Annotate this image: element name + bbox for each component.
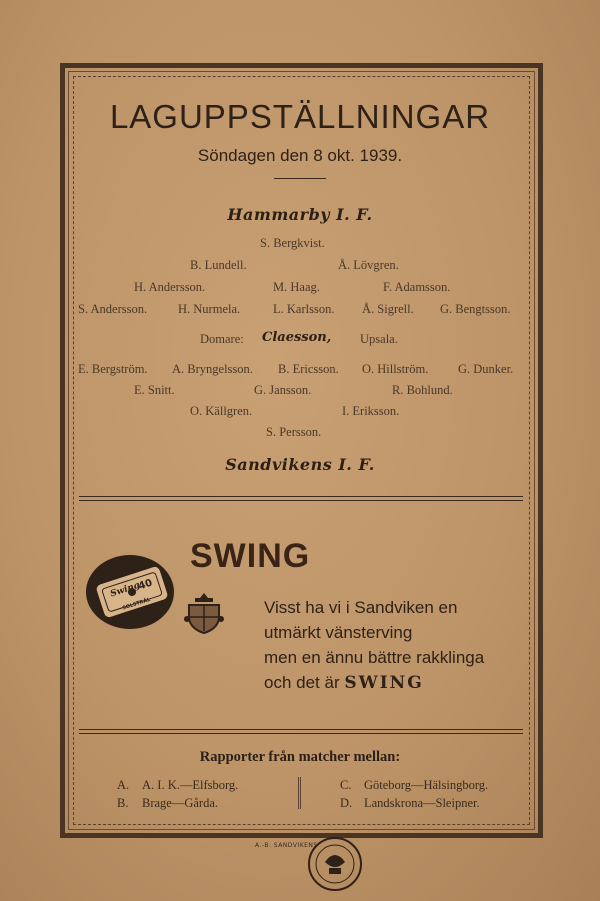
ad-line: men en ännu bättre rakklinga	[264, 648, 485, 667]
away-team-name: Sandvikens I. F.	[225, 455, 375, 474]
printer-stamp-icon	[305, 836, 365, 892]
match-date: Söndagen den 8 okt. 1939.	[197, 146, 403, 165]
home-forward: L. Karlsson.	[273, 302, 335, 316]
away-forward: B. Ericsson.	[278, 362, 339, 376]
section-divider	[79, 729, 523, 734]
home-back: B. Lundell.	[190, 258, 247, 272]
home-goalkeeper: S. Bergkvist.	[260, 236, 325, 250]
home-half: M. Haag.	[273, 280, 320, 294]
reports-divider	[298, 777, 301, 809]
home-half: H. Andersson.	[134, 280, 206, 294]
title-divider	[274, 178, 326, 179]
away-forward: G. Dunker.	[458, 362, 514, 376]
home-forward: G. Bengtsson.	[440, 302, 511, 316]
ad-highlight: SWING	[344, 673, 424, 693]
page-title: LAGUPPSTÄLLNINGAR	[109, 98, 491, 135]
report-match: A. I. K.—Elfsborg.	[142, 778, 239, 792]
section-divider	[79, 496, 523, 501]
away-forward: E. Bergström.	[78, 362, 148, 376]
away-forward: A. Bryngelsson.	[172, 362, 253, 376]
away-half: G. Jansson.	[254, 383, 312, 397]
home-half: F. Adamsson.	[383, 280, 451, 294]
razor-blade-icon	[84, 552, 180, 632]
royal-crest-icon	[183, 591, 225, 635]
ad-line: utmärkt vänsterving	[264, 623, 413, 642]
printer-text: A.-B. SANDVIKENS	[255, 842, 318, 849]
ad-line: Visst ha vi i Sandviken en	[264, 598, 458, 617]
report-match: Göteborg—Hälsingborg.	[364, 778, 489, 792]
logo-sub: SOLSTRÅL	[121, 596, 152, 612]
report-letter: D.	[340, 796, 353, 810]
home-forward: H. Nurmela.	[178, 302, 241, 316]
report-letter: B.	[117, 796, 129, 810]
report-letter: C.	[340, 778, 352, 792]
referee-name: Claesson,	[262, 330, 332, 345]
away-back: O. Källgren.	[190, 404, 253, 418]
away-half: E. Snitt.	[134, 383, 175, 397]
logo-text: Swing	[109, 580, 142, 600]
report-letter: A.	[117, 778, 130, 792]
referee-label: Domare:	[200, 332, 244, 346]
report-match: Landskrona—Sleipner.	[364, 796, 480, 810]
away-forward: O. Hillström.	[362, 362, 429, 376]
home-team-name: Hammarby I. F.	[227, 205, 373, 224]
brand-name: SWING	[190, 537, 311, 575]
reports-heading: Rapporter från matcher mellan:	[199, 749, 401, 765]
away-half: R. Bohlund.	[392, 383, 453, 397]
away-goalkeeper: S. Persson.	[266, 425, 322, 439]
home-forward: Å. Sigrell.	[362, 302, 414, 316]
referee-city: Upsala.	[360, 332, 398, 346]
home-back: Å. Lövgren.	[338, 258, 399, 272]
home-forward: S. Andersson.	[78, 302, 148, 316]
report-match: Brage—Gårda.	[142, 796, 219, 810]
page-border	[60, 63, 543, 838]
logo-number: 40	[137, 577, 154, 593]
away-back: I. Eriksson.	[342, 404, 400, 418]
ad-line: och det är	[264, 673, 340, 692]
